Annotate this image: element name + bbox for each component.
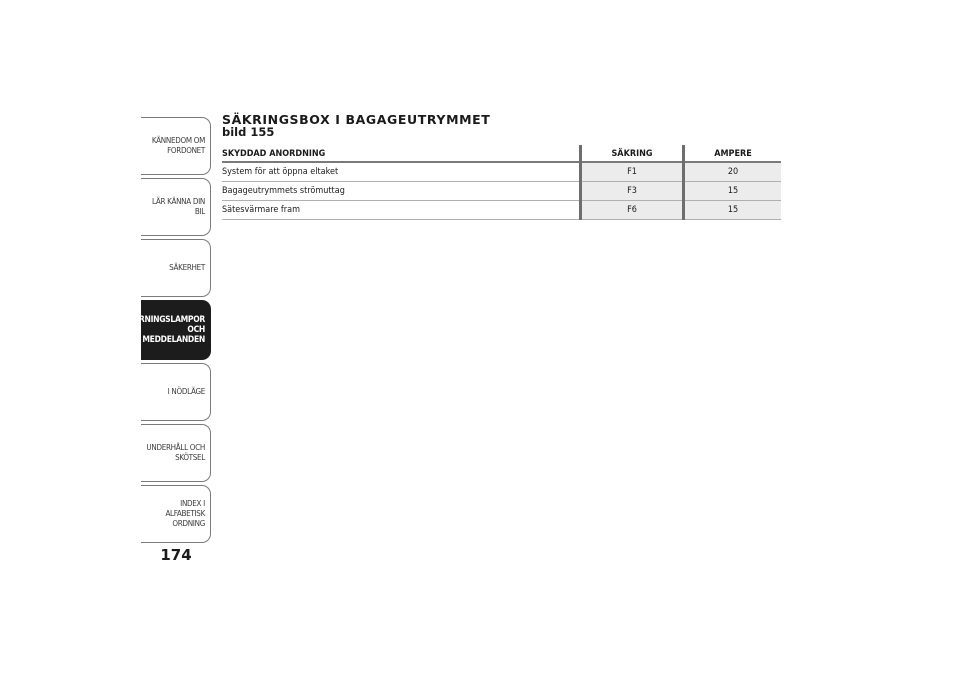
header-fuse: SÄKRING [581, 145, 684, 162]
tab-sakerhet[interactable] [141, 239, 211, 297]
cell-ampere: 20 [684, 162, 782, 182]
cell-fuse: F3 [581, 182, 684, 201]
tab-index-i-alfabetisk-ordning[interactable] [141, 485, 211, 543]
tab-underhall-och-skotsel[interactable] [141, 424, 211, 482]
table-row [222, 162, 781, 182]
cell-ampere: 15 [684, 201, 782, 220]
tab-label: LÄR KÄNNA DIN BIL [151, 197, 205, 216]
cell-fuse: F1 [581, 162, 684, 182]
page-number: 174 [160, 546, 192, 564]
cell-device: Bagageutrymmets strömuttag [222, 182, 581, 201]
header-ampere: AMPERE [684, 145, 782, 162]
tab-label: KÄNNEDOM OM FORDONET [151, 136, 205, 155]
tab-label: INDEX I ALFABETISK ORDNING [165, 499, 205, 528]
tab-kannedom-om-fordonet[interactable] [141, 117, 211, 175]
tab-label: SÄKERHET [169, 263, 205, 272]
figure-reference: bild 155 [222, 125, 275, 139]
tab-varningslampor-och-meddelanden[interactable] [128, 300, 211, 360]
table-row [222, 201, 781, 220]
table-row [222, 182, 781, 201]
tab-label: I NÖDLÄGE [167, 387, 205, 396]
section-title: SÄKRINGSBOX I BAGAGEUTRYMMET [222, 112, 491, 127]
main-content [222, 113, 781, 220]
tab-i-nodlage[interactable] [141, 363, 211, 421]
cell-ampere: 15 [684, 182, 782, 201]
tab-lar-kanna-din-bil[interactable] [141, 178, 211, 236]
fuse-table [222, 145, 781, 220]
header-protected-device: SKYDDAD ANORDNING [222, 145, 581, 162]
cell-fuse: F6 [581, 201, 684, 220]
cell-device: Sätesvärmare fram [222, 201, 581, 220]
cell-device: System för att öppna eltaket [222, 162, 581, 182]
tab-label: UNDERHÅLL OCH SKÖTSEL [146, 443, 205, 462]
table-header-row [222, 145, 781, 162]
tab-label: VARNINGSLAMPOR OCH MEDDELANDEN [128, 315, 205, 345]
